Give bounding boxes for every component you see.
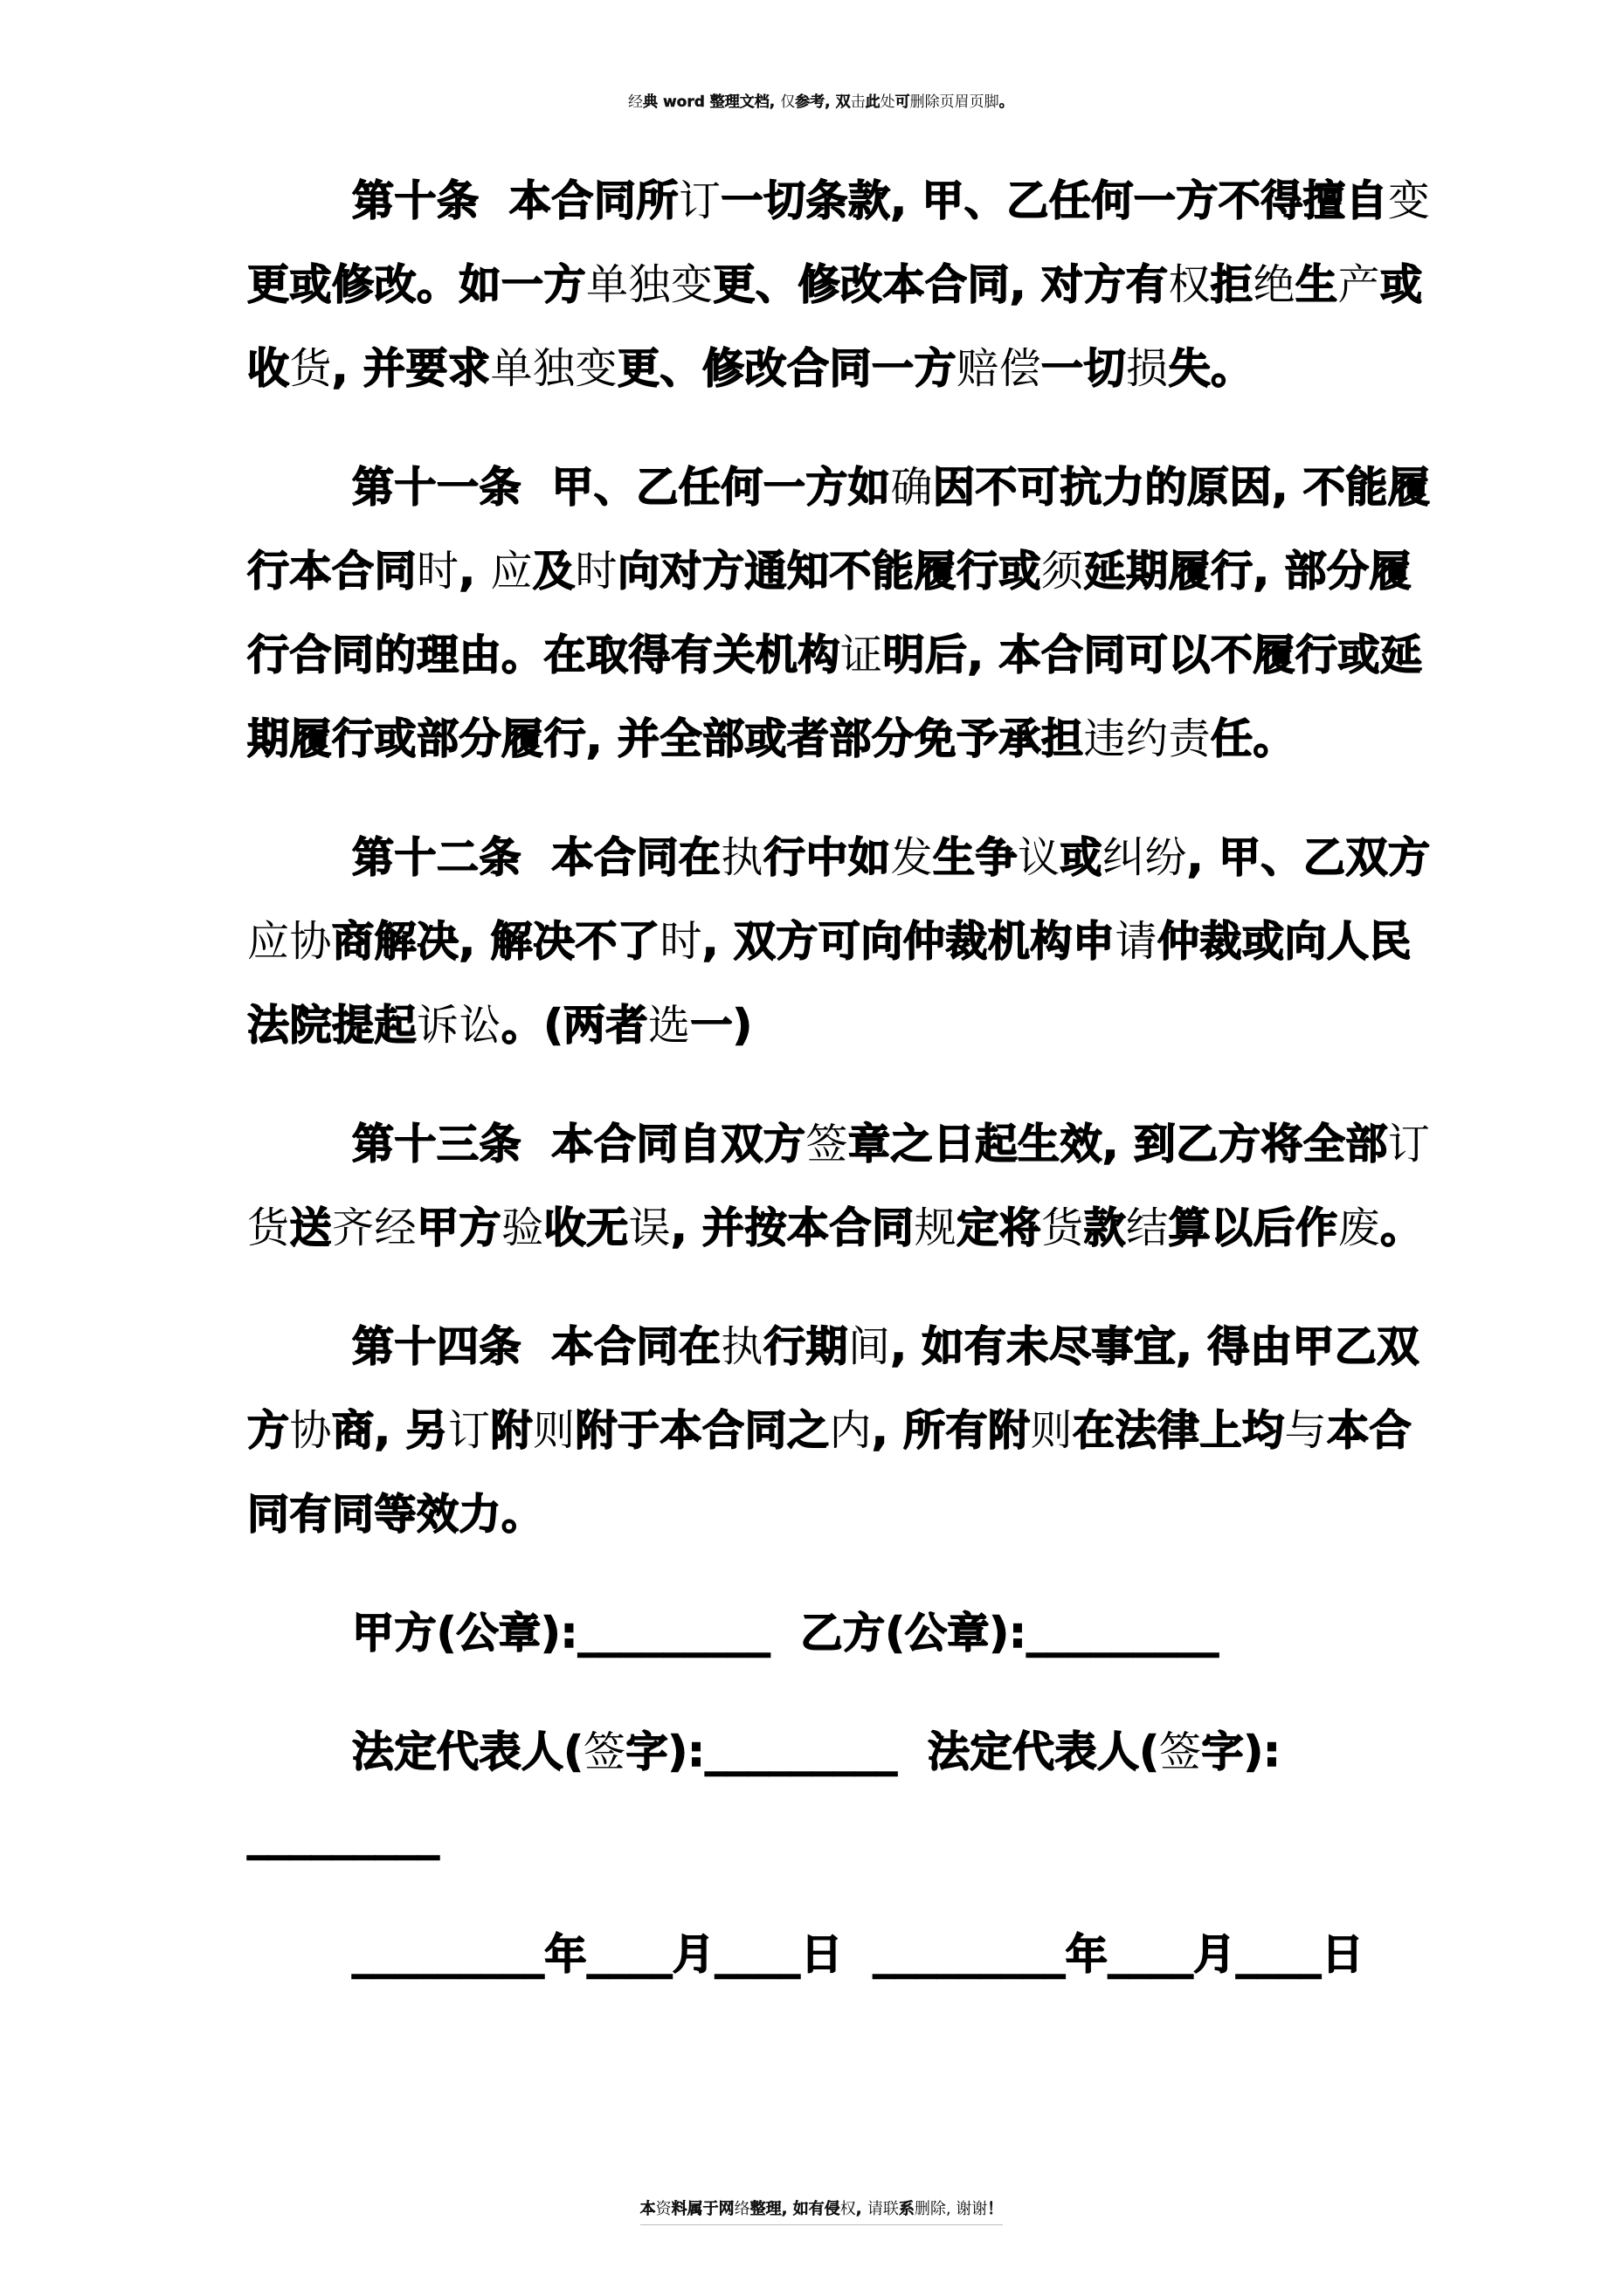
text-segment-bold: 任。 — [1210, 714, 1295, 763]
text-segment-light: 请联 — [867, 2200, 899, 2218]
text-segment-bold: 延期履行, 部分履 — [1083, 547, 1412, 596]
text-segment-bold: 定将 — [957, 1203, 1042, 1252]
text-segment-bold: 生 — [1295, 260, 1338, 309]
text-segment-light: 签 — [1158, 1727, 1202, 1776]
text-segment-bold: 甲方 — [417, 1203, 502, 1252]
text-segment-bold: 法院提起 — [247, 1001, 418, 1050]
text-segment-bold: 送 — [289, 1203, 333, 1252]
text-segment-bold: 此 — [865, 93, 881, 111]
text-segment-light: 则 — [1030, 1406, 1074, 1455]
text-segment-bold: 第十二条 本合同在 — [352, 833, 722, 882]
text-segment-bold: 失。 — [1168, 344, 1254, 393]
text-segment-light: 签 — [805, 1120, 848, 1169]
text-segment-bold: 系 — [898, 2200, 915, 2218]
text-segment-light: 确 — [890, 463, 933, 512]
text-segment-light: 齐经 — [332, 1203, 418, 1252]
text-segment-bold: 因不可抗力的原因, 不能履 — [932, 463, 1431, 512]
paragraph-6 — [247, 1591, 1488, 1675]
text-segment-light: 绝 — [1253, 260, 1296, 309]
footer-note — [640, 2199, 1004, 2225]
text-segment-bold: 可 — [894, 93, 910, 111]
text-segment-bold: , — [459, 547, 491, 596]
text-segment-bold: 整理, 如有侵 — [749, 2200, 840, 2218]
text-line — [247, 1186, 1488, 1270]
text-segment-bold: 生争 — [932, 833, 1018, 882]
text-segment-bold: 本 — [639, 2200, 656, 2218]
text-segment-bold: 一切 — [1041, 344, 1127, 393]
text-segment-light: 处 — [880, 93, 895, 111]
text-segment-bold: 。 — [1380, 1203, 1423, 1252]
text-segment-light: 络 — [734, 2200, 750, 2218]
text-segment-bold: 收无 — [543, 1203, 629, 1252]
text-line — [247, 1913, 1488, 1996]
text-segment-light: 诉讼 — [417, 1001, 502, 1050]
text-segment-light: 执 — [721, 833, 763, 882]
text-segment-bold: 一) — [690, 1001, 753, 1050]
text-segment-light: 应 — [490, 547, 533, 596]
text-segment-bold: 典 word 整理文档, — [643, 93, 781, 111]
text-segment-light: , 谢谢 — [945, 2200, 988, 2218]
paragraph-7 — [247, 1710, 1488, 1878]
text-line — [247, 816, 1488, 900]
text-segment-bold: ！ — [987, 2200, 1004, 2218]
text-segment-bold: 本合 — [1327, 1406, 1412, 1455]
text-segment-light: 单独变 — [490, 344, 618, 393]
text-segment-light: 选 — [647, 1001, 691, 1050]
text-segment-bold: 商, 另 — [332, 1406, 448, 1455]
paragraph-3 — [247, 816, 1488, 1067]
text-segment-bold: 方 — [247, 1406, 290, 1455]
text-line — [247, 529, 1488, 613]
text-segment-bold: _________年____月____日 _________年____月____日 — [352, 1930, 1364, 1979]
text-segment-bold: 更或修改。如一方 — [247, 260, 587, 309]
text-segment-light: 货 — [1041, 1203, 1084, 1252]
text-segment-light: 证 — [840, 631, 883, 679]
document-body — [247, 159, 1488, 2031]
text-segment-bold: 第十四条 本合同在 — [352, 1322, 722, 1371]
text-line — [247, 1794, 1488, 1878]
text-segment-light: 权 — [839, 2200, 856, 2218]
text-line — [247, 900, 1488, 983]
text-segment-light: 产 — [1337, 260, 1381, 309]
text-line — [247, 983, 1488, 1067]
text-segment-bold: 附于本合同之 — [575, 1406, 830, 1455]
text-segment-light: 订 — [447, 1406, 491, 1455]
text-segment-light: 间 — [847, 1322, 891, 1371]
text-line — [247, 1710, 1488, 1794]
text-segment-light: 资 — [655, 2200, 672, 2218]
text-segment-light: 协 — [289, 1406, 333, 1455]
text-segment-bold: 收 — [247, 344, 290, 393]
text-segment-bold: , 双方可向仲裁机构申 — [701, 917, 1115, 966]
text-segment-light: 权 — [1168, 260, 1211, 309]
text-segment-light: 货 — [289, 344, 333, 393]
text-segment-bold: , 并要求 — [332, 344, 491, 393]
text-segment-bold: , 甲、乙双方 — [1187, 833, 1431, 882]
text-segment-light: 误 — [628, 1203, 672, 1252]
text-segment-light: 时 — [660, 917, 702, 966]
text-segment-light: 仅 — [780, 93, 796, 111]
text-line — [247, 1472, 1488, 1556]
text-segment-light: 议 — [1018, 833, 1060, 882]
text-segment-bold: 或 — [1380, 260, 1423, 309]
text-segment-bold: 行期 — [763, 1322, 848, 1371]
text-segment-light: 结 — [1126, 1203, 1169, 1252]
text-segment-bold: 及 — [533, 547, 576, 596]
text-segment-bold: 算以后作 — [1168, 1203, 1338, 1252]
text-segment-light: 损 — [1126, 344, 1169, 393]
paragraph-1 — [247, 159, 1488, 410]
text-segment-light: 经 — [628, 93, 644, 111]
text-segment-light: 删除 — [914, 2200, 946, 2218]
text-line — [247, 445, 1488, 529]
text-segment-bold: 向对方通知不能履行或 — [618, 547, 1042, 596]
paragraph-2 — [247, 445, 1488, 781]
text-segment-light: 废 — [1337, 1203, 1381, 1252]
text-segment-bold: , 如有未尽事宜, 得由甲乙双 — [890, 1322, 1419, 1371]
text-segment-light: 请 — [1115, 917, 1157, 966]
text-segment-light: 须 — [1041, 547, 1084, 596]
text-segment-bold: 在法律上均 — [1073, 1406, 1285, 1455]
text-segment-bold: 第十条 本合同所 — [352, 176, 679, 225]
text-segment-light: 应协 — [247, 917, 333, 966]
text-line — [247, 613, 1488, 697]
text-segment-bold: 字):_________ 法定代表人( — [625, 1727, 1159, 1776]
text-segment-light: 时 — [575, 547, 618, 596]
text-segment-bold: 行本合同 — [247, 547, 418, 596]
text-segment-bold: 一切条款, 甲、乙任何一方不得擅自 — [721, 176, 1388, 225]
text-segment-bold: 章之日起生效, 到乙方将全部 — [847, 1120, 1388, 1169]
text-segment-light: 纠纷 — [1102, 833, 1188, 882]
page-footer — [0, 2178, 1623, 2246]
text-segment-bold: 拒 — [1211, 260, 1254, 309]
text-line — [247, 159, 1488, 243]
text-segment-light: 则 — [533, 1406, 576, 1455]
text-segment-bold: 期履行或部分履行, 并全部或者部分免予承担 — [247, 714, 1084, 763]
text-segment-light: 变 — [1387, 176, 1431, 225]
text-segment-light: 执 — [721, 1322, 763, 1371]
text-segment-bold: 仲裁或向人民 — [1157, 917, 1412, 966]
text-segment-bold: 法定代表人( — [352, 1727, 584, 1776]
text-segment-light: 时 — [417, 547, 459, 596]
text-segment-bold: 明后, 本合同可以不履行或延 — [882, 631, 1423, 679]
text-line — [247, 327, 1488, 410]
text-segment-light: 订 — [678, 176, 722, 225]
text-segment-light: 验 — [501, 1203, 544, 1252]
text-segment-bold: 。(两者 — [501, 1001, 648, 1050]
text-segment-bold: 字): — [1201, 1727, 1281, 1776]
text-segment-bold: 行中如 — [763, 833, 891, 882]
header-note — [628, 93, 1014, 111]
page-header — [0, 73, 1623, 131]
text-segment-light: 单独变 — [586, 260, 714, 309]
text-segment-light: 违约责 — [1083, 714, 1211, 763]
text-segment-bold: _________ — [247, 1811, 440, 1860]
text-segment-light: 规 — [914, 1203, 957, 1252]
text-segment-bold: 更、修改合同一方 — [618, 344, 957, 393]
text-line — [247, 243, 1488, 327]
text-segment-bold: , — [855, 2200, 867, 2218]
text-line — [247, 1102, 1488, 1186]
paragraph-5 — [247, 1305, 1488, 1556]
text-segment-bold: 。 — [998, 93, 1014, 111]
text-segment-bold: 商解决, 解决不了 — [332, 917, 660, 966]
text-segment-bold: 同有同等效力。 — [247, 1490, 544, 1539]
text-segment-light: 订 — [1387, 1120, 1431, 1169]
text-segment-bold: 第十三条 本合同自双方 — [352, 1120, 806, 1169]
text-segment-bold: 款 — [1083, 1203, 1127, 1252]
text-line — [247, 1305, 1488, 1389]
text-segment-bold: 行合同的理由。在取得有关机构 — [247, 631, 841, 679]
text-segment-light: 签 — [583, 1727, 626, 1776]
text-line — [247, 1389, 1488, 1472]
text-segment-bold: 料属于网 — [671, 2200, 735, 2218]
paragraph-8 — [247, 1913, 1488, 1996]
text-segment-light: 与 — [1284, 1406, 1328, 1455]
text-line — [247, 1591, 1488, 1675]
text-segment-bold: 第十一条 甲、乙任何一方如 — [352, 463, 891, 512]
text-segment-bold: 更、修改本合同, 对方有 — [713, 260, 1169, 309]
text-segment-bold: 甲方(公章):_________ 乙方(公章):_________ — [352, 1609, 1219, 1658]
text-segment-bold: 附 — [490, 1406, 534, 1455]
text-segment-light: 赔偿 — [957, 344, 1042, 393]
text-segment-bold: , 所有附 — [872, 1406, 1031, 1455]
paragraph-4 — [247, 1102, 1488, 1270]
text-segment-bold: 参考, 双 — [795, 93, 851, 111]
text-segment-bold: 或 — [1060, 833, 1103, 882]
text-segment-light: 内 — [829, 1406, 873, 1455]
text-segment-light: 击 — [850, 93, 866, 111]
text-line — [247, 697, 1488, 781]
text-segment-light: 删除页眉页脚 — [909, 93, 999, 111]
text-segment-light: 发 — [890, 833, 933, 882]
text-segment-bold: , 并按本合同 — [671, 1203, 915, 1252]
text-segment-light: 货 — [247, 1203, 290, 1252]
